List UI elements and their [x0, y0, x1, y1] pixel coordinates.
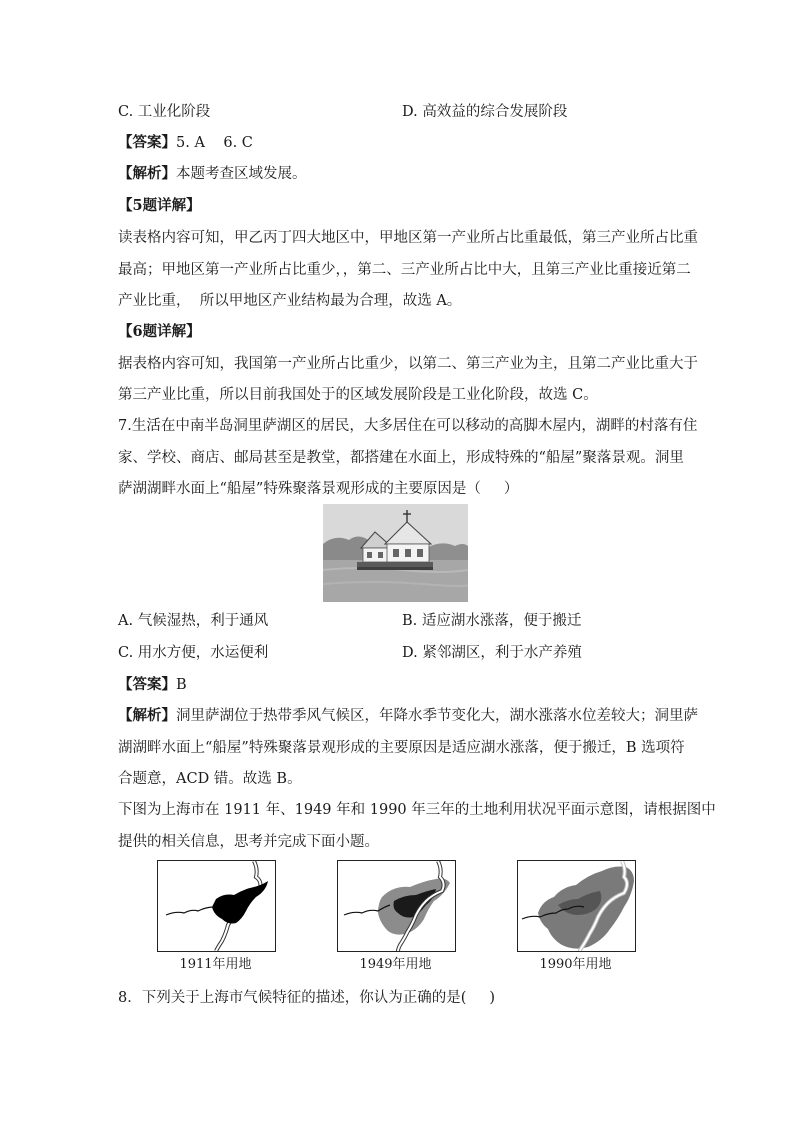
map-1949-drawing	[338, 861, 455, 951]
q5-detail-line: 读表格内容可知，甲乙丙丁四大地区中，甲地区第一产业所占比重最低，第三产业所占比重	[118, 230, 698, 246]
map-1990-drawing	[518, 861, 635, 951]
map-1911-drawing	[158, 861, 275, 951]
map-1990	[517, 860, 636, 952]
map-caption: 1990年用地	[539, 957, 612, 972]
q7-stem-line: 家、学校、商店、邮局甚至是教堂，都搭建在水面上，形成特殊的“船屋”聚落景观。洞里	[118, 450, 684, 466]
boat-house-photo	[323, 504, 468, 602]
analysis-5-6	[118, 164, 307, 184]
q5-detail-line: 最高；甲地区第一产业所占比重少，，第二、三产业所占比中大，且第三产业比重接近第二	[118, 262, 691, 278]
answer-5-6	[118, 133, 253, 153]
shanghai-land-use-maps	[0, 860, 794, 980]
q5-detail-line: 产业比重， 所以甲地区产业结构最为合理，故选 A。	[118, 293, 462, 309]
q6-detail-line: 据表格内容可知，我国第一产业所占比重少，以第二、第三产业为主，且第二产业比重大于	[118, 356, 698, 372]
q7-stem-line: 7.生活在中南半岛洞里萨湖区的居民，大多居住在可以移动的高脚木屋内，湖畔的村落有住	[118, 418, 698, 434]
q6-option-d: D. 高效益的综合发展阶段	[402, 104, 568, 120]
q7-stem-line: 萨湖湖畔水面上“船屋”特殊聚落景观形成的主要原因是（ ）	[118, 481, 519, 497]
q7-analysis-line: 湖湖畔水面上“船屋”特殊聚落景观形成的主要原因是适应湖水涨落，便于搬迁，B 选项符	[118, 740, 685, 756]
analysis-text: 洞里萨湖位于热带季风气候区，年降水季节变化大，湖水涨落水位差较大；洞里萨	[176, 708, 698, 724]
shanghai-intro-line: 下图为上海市在 1911 年、1949 年和 1990 年三年的土地利用状况平面示意图，请根据图中	[118, 802, 716, 818]
q7-option-a: A. 气候湿热，利于通风	[118, 613, 269, 629]
q7-option-b: B. 适应湖水涨落，便于搬迁	[402, 613, 582, 629]
q6-detail-line: 第三产业比重，所以目前我国处于的区域发展阶段是工业化阶段，故选 C。	[118, 387, 598, 403]
map-1911	[157, 860, 276, 952]
q7-option-d: D. 紧邻湖区，利于水产养殖	[402, 645, 582, 661]
q7-answer	[118, 675, 187, 695]
q8-stem: 8．下列关于上海市气候特征的描述，你认为正确的是( )	[118, 990, 496, 1006]
shanghai-intro-line: 提供的相关信息，思考并完成下面小题。	[118, 834, 379, 850]
q7-option-c: C. 用水方便，水运便利	[118, 645, 269, 661]
map-caption: 1949年用地	[359, 957, 432, 972]
boat-house-illustration	[323, 504, 468, 602]
analysis-label: 【解析】	[118, 165, 176, 182]
answer-text: B	[176, 677, 187, 693]
q7-analysis-line	[118, 706, 698, 726]
q7-analysis-line: 合题意，ACD 错。故选 B。	[118, 771, 302, 787]
answer-label: 【答案】	[118, 134, 176, 151]
map-1949	[337, 860, 456, 952]
answer-label: 【答案】	[118, 676, 176, 693]
q6-detail-label: 【6题详解】	[118, 323, 201, 340]
q5-detail-label: 【5题详解】	[118, 197, 201, 214]
q6-option-c: C. 工业化阶段	[118, 104, 211, 120]
answer-text: 5. A 6. C	[176, 135, 253, 151]
analysis-label: 【解析】	[118, 707, 176, 724]
map-caption: 1911年用地	[179, 957, 252, 972]
analysis-text: 本题考查区域发展。	[176, 166, 307, 182]
